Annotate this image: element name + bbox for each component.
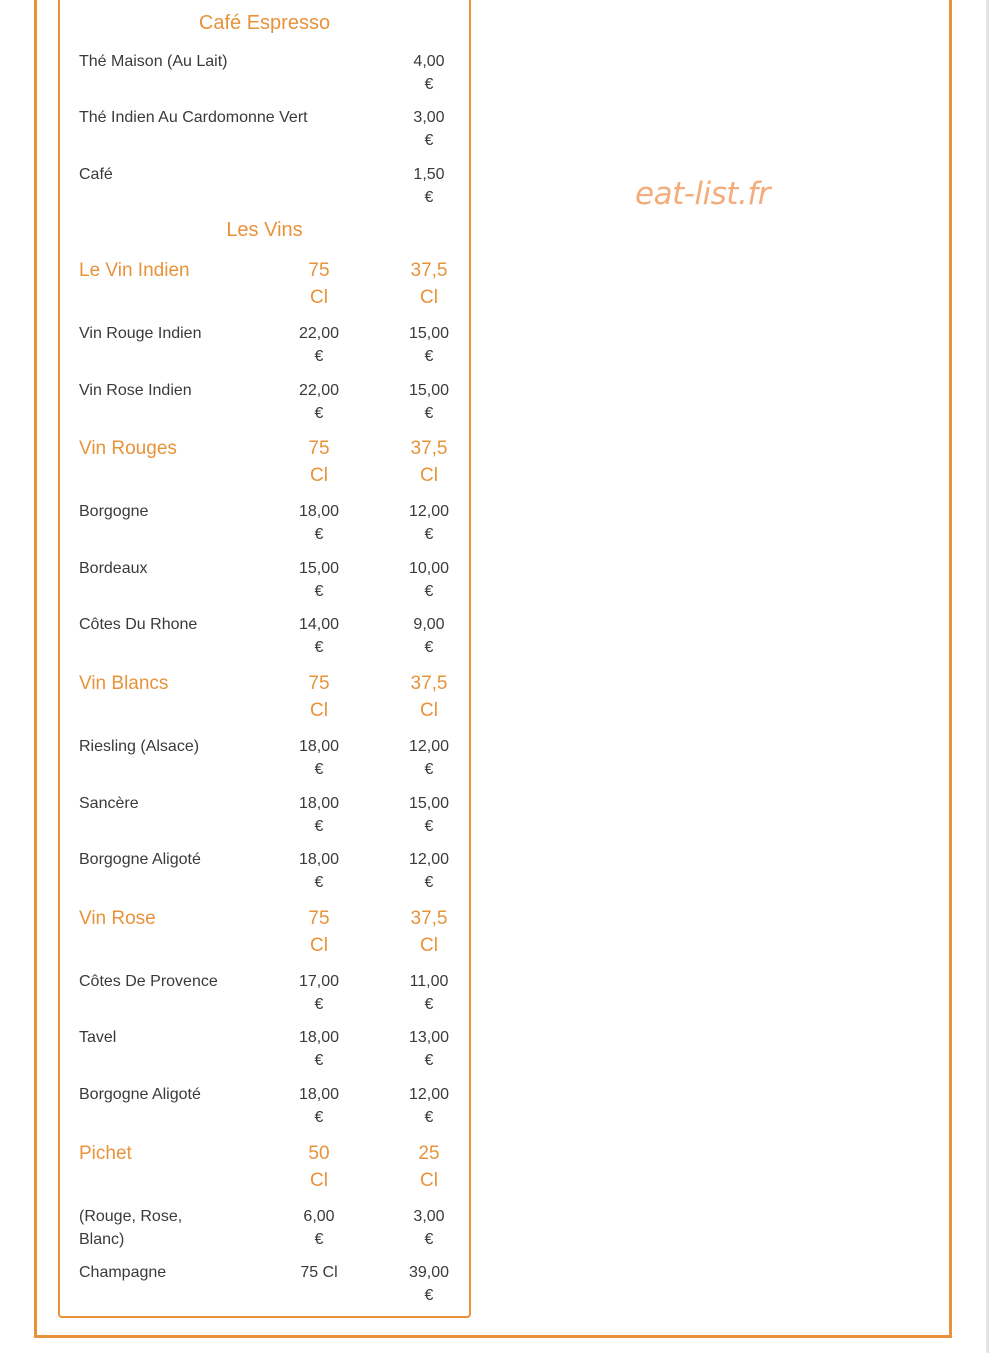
- item-price-1: 22,00 €: [298, 325, 340, 365]
- item-price-1: 18,00 €: [298, 1029, 340, 1069]
- item-price-2: 12,00 €: [408, 503, 450, 543]
- item-price-2: 15,00 €: [408, 382, 450, 422]
- item-price: 3,00 €: [413, 109, 445, 149]
- volume-col-1: 75 Cl: [308, 908, 330, 956]
- volume-col-2: 37,5 Cl: [410, 908, 448, 956]
- item-name: Tavel: [79, 1029, 117, 1046]
- volume-col-1: 50 Cl: [308, 1143, 330, 1191]
- item-price-1: 18,00 €: [298, 795, 340, 835]
- item-name: Côtes Du Rhone: [79, 616, 198, 633]
- category-name: Vin Blancs: [79, 673, 169, 694]
- volume-col-2: 37,5 Cl: [410, 673, 448, 721]
- item-price: 4,00 €: [413, 53, 445, 93]
- item-name: Bordeaux: [79, 560, 148, 577]
- item-price-2: 11,00 €: [409, 973, 449, 1013]
- item-price-2: 12,00 €: [408, 738, 450, 778]
- item-price-1: 18,00 €: [298, 738, 340, 778]
- item-price-1: 22,00 €: [298, 382, 340, 422]
- item-price-2: 15,00 €: [408, 795, 450, 835]
- item-price-1: 6,00 €: [303, 1208, 335, 1248]
- item-price-2: 3,00 €: [413, 1208, 445, 1248]
- volume-col-1: 75 Cl: [308, 438, 330, 486]
- category-name: Pichet: [79, 1143, 132, 1164]
- item-name: Borgogne Aligoté: [79, 851, 201, 868]
- item-price-1: 18,00 €: [298, 503, 340, 543]
- item-price-2: 15,00 €: [408, 325, 450, 365]
- item-price-2: 39,00 €: [408, 1264, 450, 1304]
- category-name: Vin Rouges: [79, 438, 177, 459]
- item-price-1: 14,00 €: [298, 616, 340, 656]
- item-price-2: 13,00 €: [408, 1029, 450, 1069]
- item-name: Vin Rose Indien: [79, 382, 192, 399]
- watermark: eat-list.fr: [635, 176, 770, 212]
- item-name: Café: [79, 166, 113, 183]
- item-price-2: 12,00 €: [408, 851, 450, 891]
- item-price-1: 75 Cl: [300, 1264, 338, 1281]
- item-name: Champagne: [79, 1264, 167, 1281]
- item-name: Sancère: [79, 795, 139, 812]
- item-price: 1,50 €: [413, 166, 445, 206]
- item-name: Vin Rouge Indien: [79, 325, 202, 342]
- item-price-1: 18,00 €: [298, 1086, 340, 1126]
- volume-col-2: 37,5 Cl: [410, 438, 448, 486]
- item-price-2: 10,00 €: [408, 560, 450, 600]
- section-title-cafe: Café Espresso: [198, 12, 331, 34]
- item-name: Borgogne: [79, 503, 149, 520]
- category-name: Le Vin Indien: [79, 260, 190, 281]
- category-name: Vin Rose: [79, 908, 156, 929]
- section-title-vins: Les Vins: [226, 219, 303, 241]
- item-name: Borgogne Aligoté: [79, 1086, 201, 1103]
- item-name: Thé Maison (Au Lait): [79, 53, 228, 70]
- volume-col-2: 25 Cl: [418, 1143, 440, 1191]
- volume-col-2: 37,5 Cl: [410, 260, 448, 308]
- item-price-2: 9,00 €: [413, 616, 445, 656]
- item-price-1: 15,00 €: [298, 560, 340, 600]
- item-name: Thé Indien Au Cardomonne Vert: [79, 109, 308, 126]
- item-price-1: 18,00 €: [298, 851, 340, 891]
- item-name: Riesling (Alsace): [79, 738, 200, 755]
- item-price-1: 17,00 €: [298, 973, 340, 1013]
- volume-col-1: 75 Cl: [308, 260, 330, 308]
- item-name: Côtes De Provence: [79, 973, 218, 990]
- item-name: (Rouge, Rose, Blanc): [79, 1208, 183, 1248]
- item-price-2: 12,00 €: [408, 1086, 450, 1126]
- volume-col-1: 75 Cl: [308, 673, 330, 721]
